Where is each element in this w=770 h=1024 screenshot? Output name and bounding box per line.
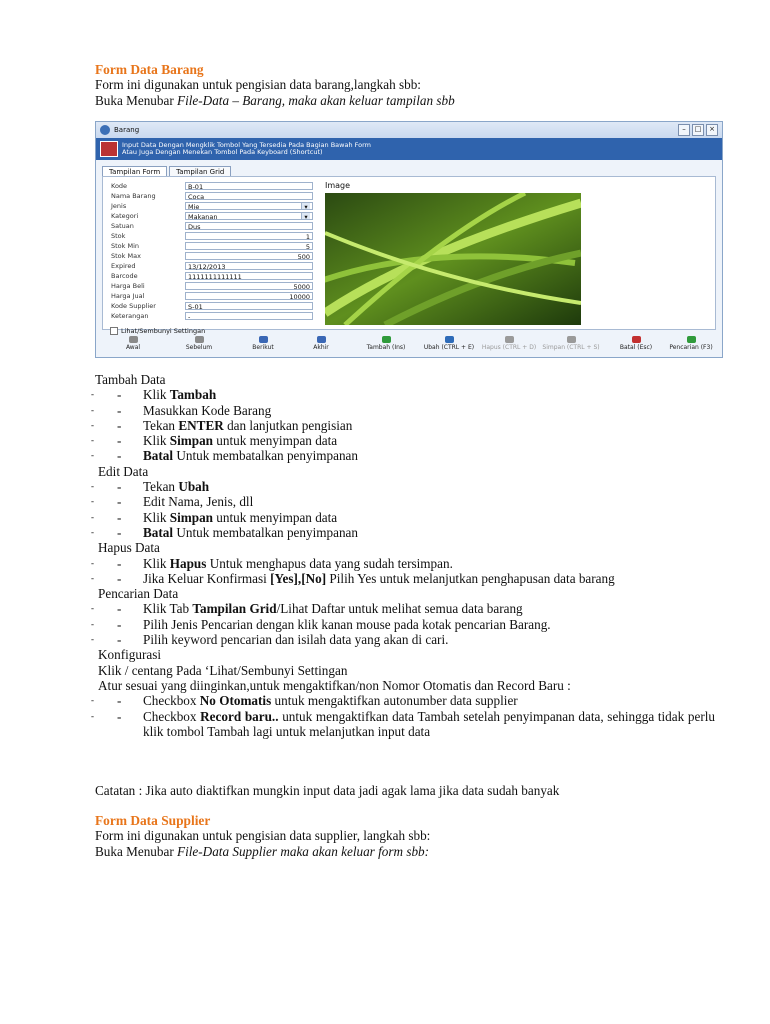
dash-marker: - bbox=[117, 448, 122, 464]
bullet-marker: - bbox=[91, 572, 94, 583]
last-icon bbox=[317, 336, 326, 343]
bullet-marker: - bbox=[91, 435, 94, 446]
maximize-icon[interactable]: □ bbox=[692, 124, 704, 136]
toolbar-first-button[interactable] bbox=[98, 336, 168, 351]
bullet-marker: - bbox=[91, 419, 94, 430]
form-row bbox=[111, 191, 313, 200]
section-intro: Form ini digunakan untuk pengisian data supplier, langkah sbb: bbox=[95, 828, 431, 844]
field-input[interactable]: 13/12/2013 bbox=[185, 262, 313, 270]
tab-tampilan-form[interactable]: Tampilan Form bbox=[102, 166, 167, 177]
field-label: Stok Min bbox=[111, 241, 140, 250]
section-barang-header bbox=[95, 62, 715, 108]
list-item bbox=[91, 433, 715, 449]
field-input[interactable]: Coca bbox=[185, 192, 313, 200]
item-text-bold: Record baru.. bbox=[200, 708, 279, 724]
list-item bbox=[91, 632, 715, 648]
checkbox-label: Lihat/Sembunyi Settingan bbox=[121, 327, 206, 335]
chevron-down-icon[interactable]: ▾ bbox=[301, 203, 310, 209]
form-row bbox=[111, 311, 313, 320]
item-text-pre: Jika Keluar Konfirmasi bbox=[143, 570, 271, 586]
item-text-bold: Simpan bbox=[169, 433, 213, 449]
toolbar-label: Hapus (CTRL + D) bbox=[481, 344, 537, 351]
list-item bbox=[91, 570, 715, 586]
dash-marker: - bbox=[117, 433, 122, 449]
cancel-icon bbox=[632, 336, 641, 343]
dash-marker: - bbox=[117, 494, 122, 510]
form-row bbox=[111, 301, 313, 310]
item-text-bold: Batal bbox=[143, 448, 174, 464]
list-item bbox=[91, 402, 715, 418]
field-input[interactable]: 1 bbox=[185, 232, 313, 240]
item-text-pre: Klik Tab bbox=[143, 601, 193, 617]
edit-heading: Edit Data bbox=[98, 463, 149, 479]
field-label: Jenis bbox=[111, 201, 127, 210]
item-text-pre: Edit Nama, Jenis, dll bbox=[143, 494, 254, 510]
image-label: Image bbox=[325, 181, 351, 190]
toolbar-label: Batal (Esc) bbox=[619, 344, 653, 351]
field-value: Mie bbox=[188, 202, 200, 211]
list-item bbox=[91, 479, 715, 495]
item-text-post: Untuk menghapus data yang sudah tersimpan. bbox=[206, 555, 453, 571]
list-item bbox=[91, 494, 715, 510]
form-row bbox=[111, 251, 313, 260]
list-item bbox=[91, 616, 715, 632]
field-input[interactable]: 5000 bbox=[185, 282, 313, 290]
field-value: Makanan bbox=[188, 212, 218, 221]
checkbox[interactable] bbox=[110, 327, 118, 335]
record-toolbar bbox=[96, 336, 722, 356]
field-label: Kode bbox=[111, 181, 128, 190]
item-text-pre: Klik bbox=[143, 433, 170, 449]
bullet-marker: - bbox=[91, 389, 94, 400]
field-label: Nama Barang bbox=[111, 191, 156, 200]
item-text-bold: [Yes],[No] bbox=[270, 570, 327, 586]
item-text-post: Pilih Yes untuk melanjutkan penghapusan data barang bbox=[326, 570, 615, 586]
list-item bbox=[91, 601, 715, 617]
close-icon[interactable]: × bbox=[706, 124, 718, 136]
section-title: Form Data Barang bbox=[95, 62, 204, 77]
item-text-bold: Simpan bbox=[169, 509, 213, 525]
toolbar-label: Berikut bbox=[252, 344, 274, 351]
field-input[interactable]: 500 bbox=[185, 252, 313, 260]
tambah-heading: Tambah Data bbox=[95, 372, 166, 387]
dash-marker: - bbox=[117, 708, 122, 724]
form-row bbox=[111, 291, 313, 300]
item-text-pre: Checkbox bbox=[143, 693, 200, 709]
item-text-post: dan lanjutkan pengisian bbox=[223, 417, 353, 433]
cart-icon bbox=[100, 141, 118, 157]
item-text-pre: Klik bbox=[143, 509, 170, 525]
prev-icon bbox=[195, 336, 204, 343]
item-text-bold: Ubah bbox=[178, 479, 210, 495]
field-input[interactable]: Dus bbox=[185, 222, 313, 230]
dash-marker: - bbox=[117, 570, 122, 586]
toolbar-label: Pencarian (F3) bbox=[669, 344, 713, 351]
section-title: Form Data Supplier bbox=[95, 813, 211, 828]
item-text-post: untuk menyimpan data bbox=[213, 509, 338, 525]
pencarian-heading: Pencarian Data bbox=[98, 586, 179, 602]
menu-instruction: Buka Menubar File-Data – Barang, maka akan keluar tampilan sbb bbox=[95, 92, 455, 108]
dash-marker: - bbox=[117, 601, 122, 617]
item-text-post: untuk mengaktifkan data Tambah setelah penyimpanan data, sehingga tidak perlu klik tombol Tambah lagi untuk melanjutkan input data bbox=[143, 708, 715, 739]
first-icon bbox=[129, 336, 138, 343]
tab-tampilan-grid[interactable]: Tampilan Grid bbox=[169, 166, 231, 177]
product-image bbox=[325, 193, 581, 325]
window-titlebar bbox=[96, 122, 722, 138]
item-text-pre: Pilih Jenis Pencarian dengan klik kanan mouse pada kotak pencarian Barang. bbox=[143, 616, 551, 632]
banner-line-2: Atau Juga Dengan Menekan Tombol Pada Keyboard (Shortcut) bbox=[122, 148, 323, 156]
dash-marker: - bbox=[117, 555, 122, 571]
field-label: Harga Jual bbox=[111, 291, 145, 300]
field-input[interactable]: 5 bbox=[185, 242, 313, 250]
bullet-marker: - bbox=[91, 557, 94, 568]
list-item bbox=[91, 448, 715, 464]
bullet-marker: - bbox=[91, 404, 94, 415]
field-input[interactable] bbox=[185, 202, 313, 210]
field-label: Satuan bbox=[111, 221, 134, 230]
toolbar-add-button[interactable] bbox=[351, 336, 421, 351]
list-item bbox=[91, 693, 715, 709]
item-text-pre: Tekan bbox=[143, 417, 179, 433]
bullet-marker: - bbox=[91, 450, 94, 461]
banner-line-1: Input Data Dengan Mengklik Tombol Yang Tersedia Pada Bagian Bawah Form bbox=[122, 141, 372, 149]
item-text-bold: Batal bbox=[143, 524, 174, 540]
bullet-marker: - bbox=[91, 618, 94, 629]
field-label: Harga Beli bbox=[111, 281, 145, 290]
form-panel bbox=[102, 176, 716, 330]
save-icon bbox=[567, 336, 576, 343]
form-row bbox=[111, 211, 313, 220]
item-text-post: Untuk membatalkan penyimpanan bbox=[173, 524, 358, 540]
dash-marker: - bbox=[117, 402, 122, 418]
toolbar-label: Sebelum bbox=[185, 344, 213, 351]
toolbar-label: Akhir bbox=[313, 344, 329, 351]
field-input[interactable]: S-01 bbox=[185, 302, 313, 310]
toolbar-last-button[interactable] bbox=[286, 336, 356, 351]
delete-icon bbox=[505, 336, 514, 343]
bullet-marker: - bbox=[91, 695, 94, 706]
app-window-screenshot bbox=[95, 121, 723, 358]
bullet-marker: - bbox=[91, 526, 94, 537]
dash-marker: - bbox=[117, 417, 122, 433]
dash-marker: - bbox=[117, 693, 122, 709]
konfigurasi-heading: Konfigurasi bbox=[98, 647, 161, 663]
hapus-heading: Hapus Data bbox=[98, 540, 160, 556]
toolbar-label: Tambah (Ins) bbox=[366, 344, 406, 351]
item-text-pre: Checkbox bbox=[143, 708, 201, 724]
field-input[interactable]: - bbox=[185, 312, 313, 320]
field-input[interactable]: 1111111111111 bbox=[185, 272, 313, 280]
config-line-1: Klik / centang Pada ‘Lihat/Sembunyi Settingan bbox=[98, 662, 348, 678]
chevron-down-icon[interactable]: ▾ bbox=[301, 213, 310, 219]
section-supplier-header bbox=[95, 813, 715, 859]
minimize-icon[interactable]: – bbox=[678, 124, 690, 136]
dash-marker: - bbox=[117, 479, 122, 495]
list-item bbox=[91, 509, 715, 525]
section-intro: Form ini digunakan untuk pengisian data barang,langkah sbb: bbox=[95, 77, 421, 93]
list-item bbox=[91, 387, 715, 403]
dash-marker: - bbox=[117, 524, 122, 540]
bullet-marker: - bbox=[91, 511, 94, 522]
field-label: Barcode bbox=[111, 271, 138, 280]
form-row bbox=[111, 261, 313, 270]
field-label: Stok Max bbox=[111, 251, 141, 260]
field-input[interactable]: B-01 bbox=[185, 182, 313, 190]
item-text-post: untuk mengaktifkan autonumber data supplier bbox=[271, 693, 518, 709]
item-text-post: /Lihat Daftar untuk melihat semua data barang bbox=[276, 601, 523, 617]
field-label: Stok bbox=[111, 231, 126, 240]
toolbar-label: Awal bbox=[125, 344, 141, 351]
item-text-bold: No Otomatis bbox=[199, 693, 272, 709]
dash-marker: - bbox=[117, 509, 122, 525]
list-item bbox=[91, 708, 715, 740]
bullet-marker: - bbox=[91, 496, 94, 507]
bullet-marker: - bbox=[91, 603, 94, 614]
edit-icon bbox=[445, 336, 454, 343]
field-label: Kode Supplier bbox=[111, 301, 156, 310]
item-text-bold: Hapus bbox=[169, 555, 207, 571]
list-item bbox=[91, 417, 715, 433]
item-text-bold: ENTER bbox=[178, 417, 224, 433]
note-text: Catatan : Jika auto diaktifkan mungkin input data jadi agak lama jika data sudah banyak bbox=[95, 783, 560, 798]
field-label: Expired bbox=[111, 261, 136, 270]
dash-marker: - bbox=[117, 616, 122, 632]
list-item bbox=[91, 524, 715, 540]
field-input[interactable] bbox=[185, 212, 313, 220]
toolbar-save-button[interactable] bbox=[536, 336, 606, 351]
bullet-marker: - bbox=[91, 710, 94, 721]
form-row bbox=[111, 181, 313, 190]
item-text-pre: Masukkan Kode Barang bbox=[143, 402, 272, 418]
item-text-post: untuk menyimpan data bbox=[213, 433, 338, 449]
item-text-pre: Tekan bbox=[143, 479, 179, 495]
form-row bbox=[111, 221, 313, 230]
next-icon bbox=[259, 336, 268, 343]
toolbar-prev-button[interactable] bbox=[164, 336, 234, 351]
settings-toggle[interactable] bbox=[110, 327, 205, 335]
list-item bbox=[91, 555, 715, 571]
field-input[interactable]: 10000 bbox=[185, 292, 313, 300]
item-text-bold: Tambah bbox=[169, 387, 217, 403]
form-row bbox=[111, 201, 313, 210]
toolbar-label: Simpan (CTRL + S) bbox=[542, 344, 600, 351]
dash-marker: - bbox=[117, 632, 122, 648]
toolbar-search-button[interactable] bbox=[656, 336, 723, 351]
form-row bbox=[111, 231, 313, 240]
form-row bbox=[111, 271, 313, 280]
item-text-pre: Pilih keyword pencarian dan isilah data yang akan di cari. bbox=[143, 632, 449, 648]
menu-instruction: Buka Menubar File-Data Supplier maka akan keluar form sbb: bbox=[95, 843, 430, 859]
note-block bbox=[95, 783, 715, 798]
bullet-marker: - bbox=[91, 481, 94, 492]
form-row bbox=[111, 281, 313, 290]
item-text-pre: Klik bbox=[143, 555, 170, 571]
info-banner bbox=[96, 138, 722, 160]
item-text-bold: Tampilan Grid bbox=[192, 601, 277, 617]
config-line-2: Atur sesuai yang diinginkan,untuk mengaktifkan/non Nomor Otomatis dan Record Baru : bbox=[98, 677, 571, 693]
toolbar-label: Ubah (CTRL + E) bbox=[423, 344, 475, 351]
search-icon bbox=[687, 336, 696, 343]
form-row bbox=[111, 241, 313, 250]
window-title: Barang bbox=[114, 126, 140, 134]
add-icon bbox=[382, 336, 391, 343]
field-label: Kategori bbox=[111, 211, 139, 220]
app-icon bbox=[100, 125, 110, 135]
item-text-post: Untuk membatalkan penyimpanan bbox=[173, 448, 358, 464]
field-label: Keterangan bbox=[111, 311, 149, 320]
item-text-pre: Klik bbox=[143, 387, 170, 403]
bullet-marker: - bbox=[91, 634, 94, 645]
dash-marker: - bbox=[117, 387, 122, 403]
instructions bbox=[91, 372, 715, 739]
toolbar-delete-button[interactable] bbox=[474, 336, 544, 351]
